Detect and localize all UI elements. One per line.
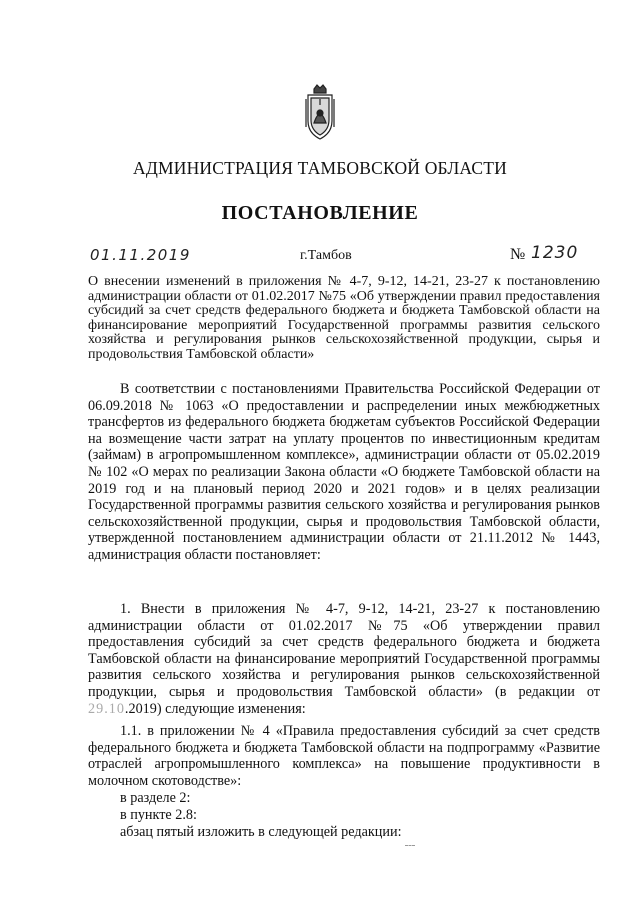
agency-title: АДМИНИСТРАЦИЯ ТАМБОВСКОЙ ОБЛАСТИ [133,158,507,178]
document-type-title: ПОСТАНОВЛЕНИЕ [221,202,419,224]
clause-1-1-paragraph: 1.1. в приложении № 4 «Правила предоставления субсидий за счет средств федерального бюджета и бюджета Тамбовской области на подпрограмму «Развитие отраслей агропромышленного комплекса» на повышение продуктивности в молочном скотоводстве»: [88,723,600,789]
faded-date-stamp: 29.10 [88,700,125,717]
document-subject: О внесении изменений в приложения № 4-7, 9-12, 14-21, 23-27 к постановлению администрации области от 01.02.2017 №75 «Об утверждении правил предоставления субсидий за счет средств федерального бюджета и бюджета Тамбовской области на финансирование мероприятий Государственной программы развития сельского хозяйства и регулирования рынков сельскохозяйственной продукции, сырья и продовольствия Тамбовской области» [88,274,600,362]
clause-1-text: 1. Внести в приложения № 4-7, 9-12, 14-21, 23-27 к постановлению администрации области от 01.02.2017 №75 «Об утверждении правил предоставления субсидий за счет средств федерального бюджета и бюджета Тамбовской области на финансирование мероприятий Государственной программы развития сельского хозяйства и регулирования рынков сельскохозяйственной продукции, сырья и продовольствия Тамбовской области» (в редакции от [88,601,600,700]
preamble-paragraph: В соответствии с постановлениями Правительства Российской Федерации от 06.09.2018 № 1063 «О предоставлении и распределении иных межбюджетных трансфертов из федерального бюджета бюджетам субъектов Российской Федерации на возмещение части затрат на уплату процентов по инвестиционным кредитам (займам) в агропромышленном комплексе», администрации области от 05.02.2019 № 102 «О мерах по реализации Закона области «О бюджете Тамбовской области на 2019 год и на плановый период 2020 и 2021 годов» и в целях реализации Государственной программы развития сельского хозяйства и регулирования рынков сельскохозяйственной продукции, сырья и продовольствия Тамбовской области, утвержденной постановлением администрации области от 21.11.2012 № 1443, администрация области постановляет: [88,381,600,563]
number-sign: № [510,246,526,263]
document-date: 01.11.2019 [90,246,191,264]
coat-of-arms-icon [300,83,340,143]
document-number: 1230 [531,243,579,263]
paragraph-instruction-line: абзац пятый изложить в следующей редакции: [120,824,402,840]
scan-mark [405,845,415,848]
item-line: в пункте 2.8: [120,807,197,823]
section-line: в разделе 2: [120,790,191,806]
clause-1-tail: .2019) следующие изменения: [124,700,306,717]
document-city: г.Тамбов [300,248,352,263]
clause-1-paragraph [88,601,600,717]
